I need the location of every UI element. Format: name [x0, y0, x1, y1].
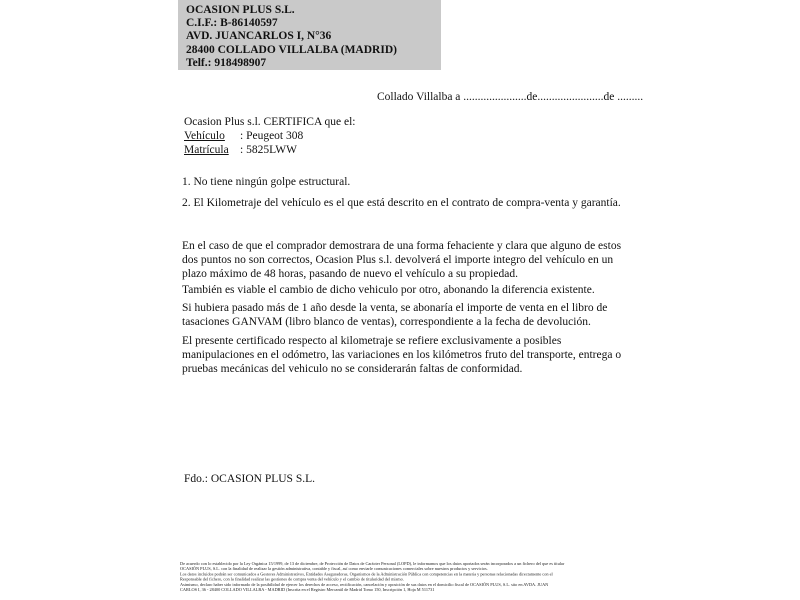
company-city: 28400 COLLADO VILLALBA (MADRID) [186, 43, 397, 56]
plate-value: : 5825LWW [240, 144, 297, 156]
certify-line: Ocasion Plus s.l. CERTIFICA que el: [184, 116, 356, 128]
company-address: AVD. JUANCARLOS I, N°36 [186, 30, 332, 43]
legal-line-6: CARLOS I, 36 - 28400 COLLADO VILLALBA - MADRID (Inscrita en el Registro Mercantil de Madrid Tomo 150, Inscripción 1, Hoja M 511731 [180, 587, 435, 593]
plate-label: Matrícula [184, 144, 229, 156]
date-fill-in-line: Collado Villalba a ......................de.......................de ......... [377, 91, 644, 103]
vehicle-label: Vehículo [184, 130, 225, 142]
company-name: OCASION PLUS S.L. [186, 4, 295, 16]
vehicle-value: : Peugeot 308 [240, 130, 304, 142]
paragraph-exchange-option: También es viable el cambio de dicho vehiculo por otro, abonando la diferencia existente. [182, 284, 595, 296]
legal-line-4: Responsable del fichero, con la finalidad realizar las gestiones de compra venta del vehículo y el cambio de titularidad del mismo. [180, 576, 404, 582]
company-header-block [178, 0, 441, 70]
legal-line-3: Los datos incluidos podrán ser comunicados a Gestores Administrativos, Entidades Aseguradoras, Organismos de la Administración Pública con competencias en la materia y personas relacionadas directamente con el [180, 571, 553, 577]
point-2: 2. El Kilometraje del vehículo es el que está descrito en el contrato de compra-venta y garantía. [182, 197, 621, 209]
paragraph-odometer-disclaimer: El presente certificado respecto al kilometraje se refiere exclusivamente a posibles manipulaciones en el odómetro, las variaciones en los kilómetros fruto del transporte, entrega o pruebas mecánicas del vehiculo no se considerarán faltas de conformidad. [182, 335, 622, 376]
vehicle-row [184, 129, 356, 143]
paragraph-refund-policy: En el caso de que el comprador demostrara de una forma fehaciente y clara que alguno de estos dos puntos no son correctos, Ocasion Plus s.l. devolverá el importe integro del vehículo en un plazo máximo de 48 horas, pasando de nuevo el vehículo a su propiedad. [182, 240, 622, 281]
legal-fine-print [180, 561, 625, 592]
paragraph-ganvam-valuation: Si hubiera pasado más de 1 año desde la venta, se abonaría el importe de venta en el libro de tasaciones GANVAM (libro blanco de ventas), correspondiente a la fecha de devolución. [182, 302, 608, 329]
legal-line-2: OCASIÓN PLUS, S.L. con la finalidad de realizar la gestión administrativa, contable y fiscal, así como enviarle comunicaciones comerciales sobre nuestros productos y servicios. [180, 566, 488, 572]
point-1: 1. No tiene ningún golpe estructural. [182, 176, 351, 188]
company-phone: Telf.: 918498907 [186, 56, 267, 69]
company-cif: C.I.F.: B-86140597 [186, 17, 278, 30]
legal-line-5: Asimismo, declaro haber sido informado de la posibilidad de ejercer los derechos de acceso, rectificación, cancelación y oposición de sus datos en el domicilio fiscal de OCASIÓN PLUS, S.L. sito en AVDA. JUAN [180, 581, 549, 587]
legal-line-1: De acuerdo con lo establecido por la Ley Orgánica 15/1999, de 13 de diciembre, de Protección de Datos de Carácter Personal (LOPD), le informamos que los datos aportados serán incorporados a un fichero del que es titular [180, 561, 565, 566]
plate-row [184, 143, 356, 157]
certification-block [184, 115, 356, 157]
signature-line: Fdo.: OCASION PLUS S.L. [184, 473, 315, 485]
